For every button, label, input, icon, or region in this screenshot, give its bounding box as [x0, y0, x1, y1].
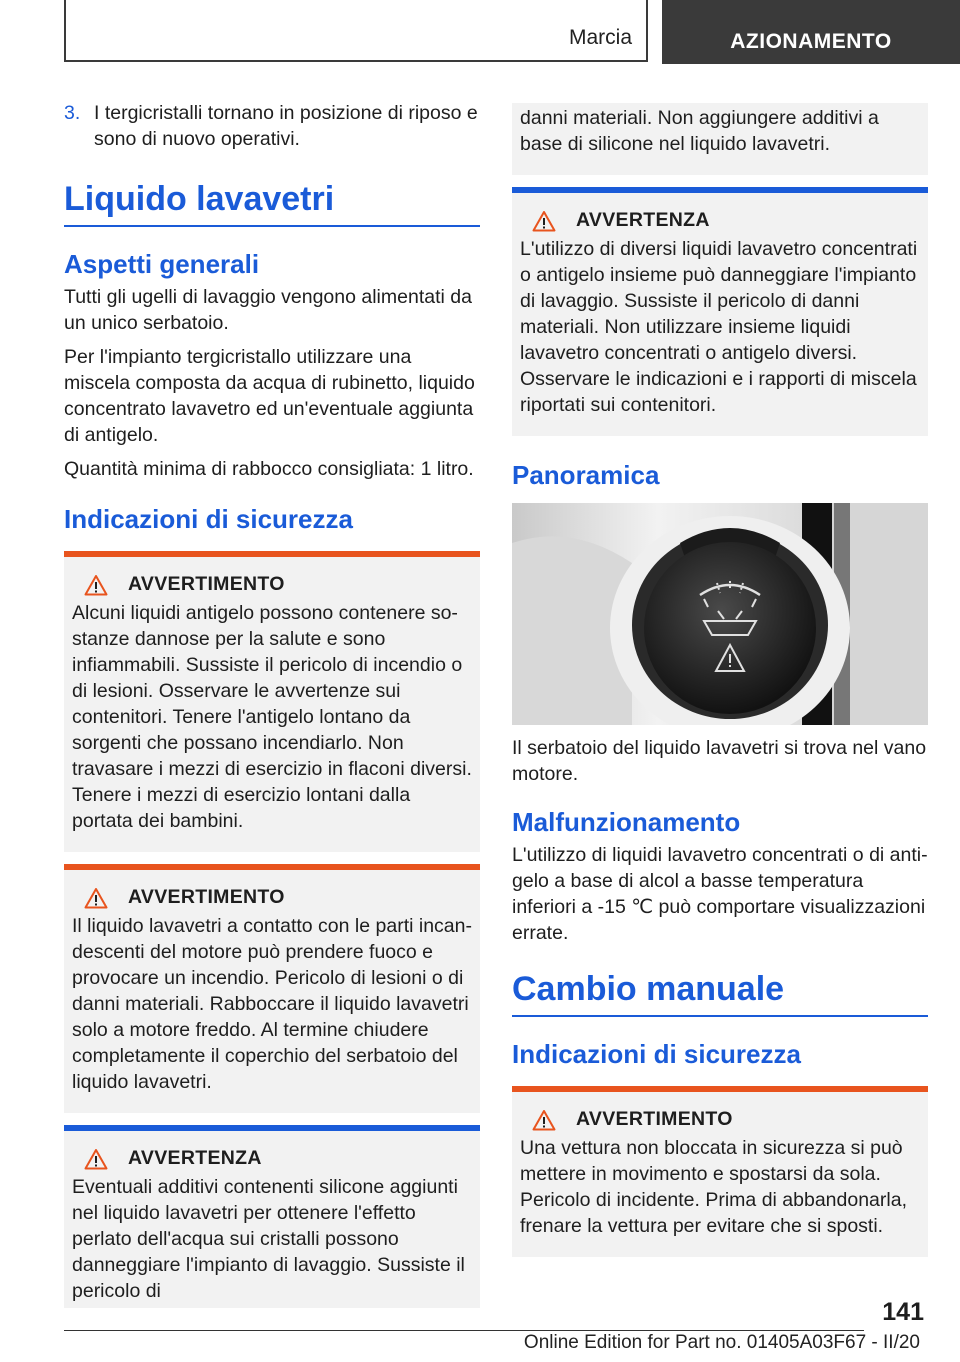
notice-text: Eventuali additivi contenenti silicone aggiunti nel liquido lavavetri per ottenere l'effetto perlato dell'acqua sui cristalli possono danneggiare l'impianto di lavaggio. Sussiste il pericolo di: [72, 1176, 465, 1302]
paragraph-malfunzionamento: L'utilizzo di liquidi lavavetro concentrati o di antigelo a base di alcol a basse temperatura inferiori a -15 ℃ può comportare visualizzazioni errate.: [512, 844, 928, 944]
warning-title: AVVERTIMENTO: [128, 573, 285, 595]
step-3: [64, 100, 480, 152]
notice-box-silicone: [64, 1125, 480, 1308]
warning-triangle-icon: [532, 210, 556, 232]
section-tab: [64, 0, 648, 62]
section-title: Marcia: [568, 26, 632, 49]
warning-title: AVVERTIMENTO: [128, 886, 285, 908]
paragraph-quantita: Quantità minima di rabbocco consigliata: 1 litro.: [64, 458, 474, 480]
page-number: 141: [882, 1298, 924, 1326]
heading-indicazioni-sicurezza-2: Indicazioni di sicurezza: [512, 1039, 801, 1069]
warning-text: Il liquido lavavetri a contatto con le parti incandescenti del motore può prendere fuoco e provocare un incendio. Pericolo di lesioni o di danni materiali. Rabboccare il liquido lavavetri solo a motore freddo. Al termine chiudere completamente il coperchio del serbatoio del liquido lavavetri.: [72, 915, 472, 1093]
warning-header: [520, 1092, 920, 1131]
edition-footer: Online Edition for Part no. 01405A03F67 - II/20: [523, 1332, 920, 1353]
warning-header: [72, 870, 472, 909]
footer-divider: [64, 1330, 864, 1331]
warning-box-antigelo: [64, 551, 480, 852]
washer-reservoir-cap-illustration: [512, 503, 928, 725]
photo-caption: Il serbatoio del liquido lavavetri si trova nel vano motore.: [512, 737, 927, 785]
notice-title: AVVERTENZA: [128, 1147, 262, 1169]
notice-title: AVVERTENZA: [576, 209, 710, 231]
left-column: [64, 100, 480, 1308]
warning-box-vettura: [512, 1086, 928, 1257]
warning-header: [72, 557, 472, 596]
notice-box-miscela: [512, 187, 928, 436]
chapter-tab: AZIONAMENTO: [662, 0, 960, 64]
warning-triangle-icon: [84, 574, 108, 596]
warning-text: Una vettura non bloccata in sicurezza si può mettere in movimento e spostarsi da sola. Pericolo di incidente. Prima di abbandonarla, frenare la vettura per evitare che si sposti.: [520, 1137, 907, 1237]
notice-text-continued: danni materiali. Non aggiungere additivi a base di silicone nel liquido lavavetri.: [520, 107, 879, 155]
paragraph-ugelli: Tutti gli ugelli di lavaggio vengono alimentati da un unico serbatoio.: [64, 286, 472, 334]
warning-title: AVVERTIMENTO: [576, 1108, 733, 1130]
heading-indicazioni-sicurezza: Indicazioni di sicurezza: [64, 504, 353, 534]
step-number: 3.: [64, 102, 81, 124]
paragraph-miscela: Per l'impianto tergicristallo utilizzare una miscela composta da acqua di rubinetto, liquido concentrato lavavetro ed un'eventuale aggiunta di antigelo.: [64, 346, 475, 446]
warning-triangle-icon: [532, 1109, 556, 1131]
right-column: [512, 103, 928, 1257]
heading-aspetti-generali: Aspetti generali: [64, 249, 260, 279]
notice-header: [72, 1131, 472, 1170]
notice-box-silicone-continued: [512, 103, 928, 175]
washer-reservoir-photo: [512, 503, 928, 725]
step-text: I tergicristalli tornano in posizione di riposo e sono di nuovo operativi.: [94, 102, 478, 150]
heading-cambio-manuale: Cambio manuale: [512, 970, 928, 1017]
warning-triangle-icon: [84, 1148, 108, 1170]
warning-text: Alcuni liquidi antigelo possono contenere sostanze dannose per la salute e sono infiammabili. Sussiste il pericolo di incendio o di lesioni. Osservare le avvertenze sui contenitori. Tenere l'antigelo lontano da sorgenti che possano incendiarlo. Non travasare i mezzi di esercizio in flaconi diversi. Tenere i mezzi di esercizio lontani dalla portata dei bambini.: [72, 602, 472, 832]
heading-panoramica: Panoramica: [512, 460, 660, 490]
warning-triangle-icon: [84, 887, 108, 909]
heading-liquido-lavavetri: Liquido lavavetri: [64, 180, 480, 227]
notice-header: [520, 193, 920, 232]
notice-text: L'utilizzo di diversi liquidi lavavetro concentrati o antigelo insieme può danneggiare l'impianto di lavaggio. Sussiste il pericolo di danni materiali. Non utilizzare insieme liquidi lavavetro concentrati o antigelo diversi. Osservare le indicazioni e i rapporti di miscela riportati sui contenitori.: [520, 238, 918, 416]
warning-box-incendio: [64, 864, 480, 1113]
heading-malfunzionamento: Malfunzionamento: [512, 807, 741, 837]
page-header: [0, 0, 960, 66]
